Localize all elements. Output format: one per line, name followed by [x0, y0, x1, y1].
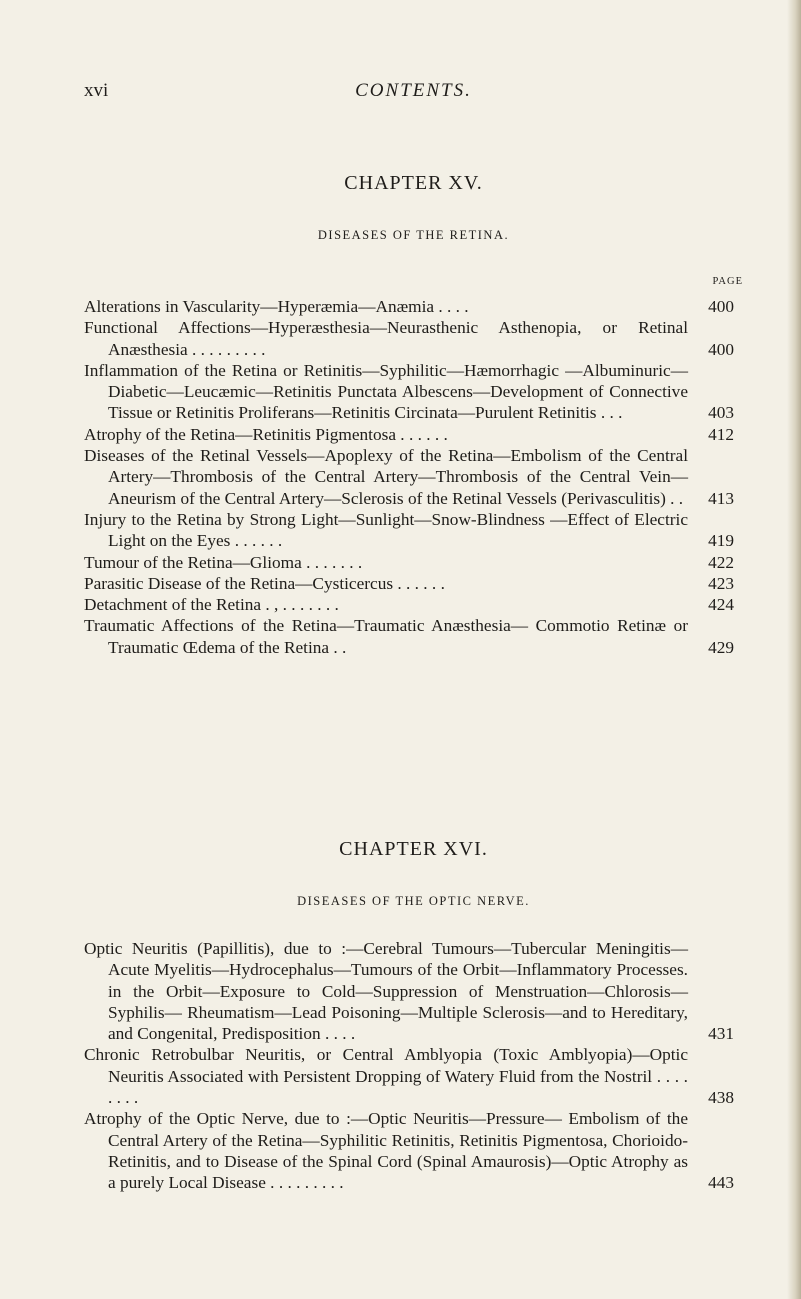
- toc-entry[interactable]: [84, 938, 734, 1044]
- toc-entry-page: 424: [708, 595, 734, 615]
- running-head: [84, 80, 743, 106]
- chapter-xv-contents: [84, 296, 734, 658]
- chapter-xvi-contents: [84, 938, 734, 1194]
- toc-entry-title: Detachment of the Retina . , . . . . . . .: [84, 595, 339, 615]
- toc-entry-page: 438: [708, 1088, 734, 1108]
- toc-entry-page: 422: [708, 552, 734, 572]
- toc-entry[interactable]: [84, 509, 734, 552]
- toc-entry-title: Traumatic Affections of the Retina—Traumatic Anæsthesia— Commotio Retinæ or Traumatic Œdema of the Retina . .: [84, 616, 688, 657]
- toc-entry-title: Parasitic Disease of the Retina—Cysticercus . . . . . .: [84, 573, 445, 593]
- toc-entry[interactable]: [84, 615, 734, 658]
- running-title: CONTENTS.: [355, 80, 472, 101]
- toc-entry[interactable]: [84, 552, 734, 573]
- chapter-subtitle: DISEASES OF THE OPTIC NERVE.: [297, 894, 530, 908]
- toc-entry-title: Atrophy of the Optic Nerve, due to :—Optic Neuritis—Pressure— Embolism of the Central Artery of the Retina—Syphilitic Retinitis, Retinitis Pigmentosa, Chorioido-Retinitis, and to Disease of the Spinal Cord (Spinal Amaurosis)—Optic Atrophy as a purely Local Disease . . . . . . . . .: [84, 1109, 688, 1193]
- chapter-subtitle: DISEASES OF THE RETINA.: [317, 228, 510, 242]
- toc-entry-title: Injury to the Retina by Strong Light—Sunlight—Snow-Blindness —Effect of Electric Light on the Eyes . . . . . .: [84, 509, 688, 551]
- toc-entry[interactable]: [84, 360, 734, 424]
- toc-entry[interactable]: [84, 573, 734, 594]
- toc-entry[interactable]: [84, 424, 734, 445]
- toc-entry[interactable]: [84, 296, 734, 317]
- toc-entry-page: 400: [708, 297, 734, 316]
- page-edge-shadow: [787, 0, 801, 1299]
- toc-entry[interactable]: [84, 445, 734, 509]
- chapter-heading: CHAPTER XV.: [344, 172, 483, 194]
- toc-entry-page: 443: [708, 1173, 734, 1193]
- toc-entry-page: 412: [708, 424, 734, 444]
- toc-entry[interactable]: [84, 1044, 734, 1108]
- toc-entry-page: 400: [708, 339, 734, 359]
- toc-entry-page: 413: [708, 488, 734, 508]
- toc-entry[interactable]: [84, 1108, 734, 1193]
- toc-entry-page: 429: [708, 637, 734, 657]
- toc-entry-title: Alterations in Vascularity—Hyperæmia—Anæmia . . . .: [84, 297, 469, 316]
- toc-entry-page: 423: [708, 573, 734, 593]
- toc-entry-title: Functional Affections—Hyperæsthesia—Neurasthenic Asthenopia, or Retinal Anæsthesia . . . . . . . . .: [84, 318, 688, 359]
- page-folio: xvi: [84, 80, 109, 101]
- page-column-label: PAGE: [712, 276, 743, 287]
- toc-entry-title: Diseases of the Retinal Vessels—Apoplexy of the Retina—Embolism of the Central Artery—Thrombosis of the Central Artery—Thrombosis of the Central Vein—Aneurism of the Central Artery—Sclerosis of the Retinal Vessels (Perivasculitis) . .: [84, 446, 688, 508]
- toc-entry-page: 403: [708, 403, 734, 423]
- toc-entry[interactable]: [84, 594, 734, 615]
- toc-entry-title: Chronic Retrobulbar Neuritis, or Central Amblyopia (Toxic Amblyopia)—Optic Neuritis Associated with Persistent Dropping of Watery Fluid from the Nostril . . . . . . . .: [84, 1045, 688, 1108]
- chapter-heading: CHAPTER XVI.: [339, 838, 488, 860]
- toc-entry-page: 431: [708, 1024, 734, 1044]
- toc-entry-title: Tumour of the Retina—Glioma . . . . . . .: [84, 552, 363, 572]
- toc-entry-page: 419: [708, 531, 734, 551]
- toc-entry-title: Optic Neuritis (Papillitis), due to :—Cerebral Tumours—Tubercular Meningitis—Acute Myelitis—Hydrocephalus—Tumours of the Orbit—Inflammatory Processes. in the Orbit—Exposure to Cold—Suppression of Menstruation—Chlorosis—Syphilis— Rheumatism—Lead Poisoning—Multiple Sclerosis—and to Hereditary, and Congenital, Predisposition . . . .: [84, 939, 688, 1044]
- toc-entry-title: Atrophy of the Retina—Retinitis Pigmentosa . . . . . .: [84, 424, 448, 444]
- toc-entry-title: Inflammation of the Retina or Retinitis—Syphilitic—Hæmorrhagic —Albuminuric—Diabetic—Leucæmic—Retinitis Punctata Albescens—Development of Connective Tissue or Retinitis Proliferans—Retinitis Circinata—Purulent Retinitis . . .: [84, 360, 688, 423]
- toc-entry[interactable]: [84, 317, 734, 360]
